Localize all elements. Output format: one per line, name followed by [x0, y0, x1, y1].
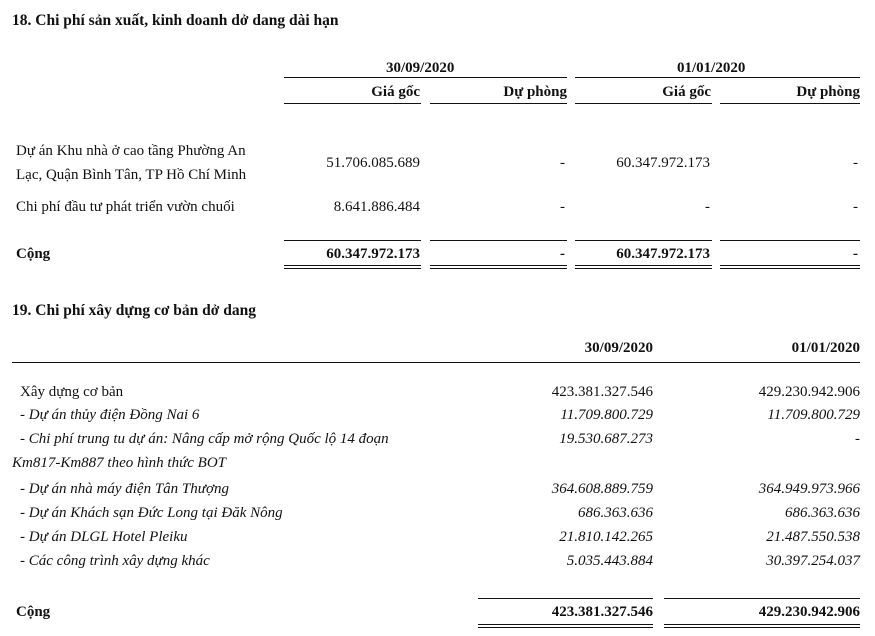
s18-col-prov-b: Dự phòng [796, 84, 860, 100]
s18-total-double-rule-4 [720, 265, 860, 269]
s18-total-a-prov: - [560, 246, 565, 262]
s18-total-label: Cộng [16, 246, 51, 262]
s19-item3-a: 364.608.889.759 [551, 481, 653, 497]
s18-row1-b-cost: 60.347.972.173 [616, 155, 710, 171]
s18-row1-b-prov: - [853, 155, 858, 171]
s19-item4-label: - Dự án Khách sạn Đức Long tại Đăk Nông [20, 505, 283, 521]
s19-item3-b: 364.949.973.966 [758, 481, 860, 497]
s19-item4-b: 686.363.636 [785, 505, 860, 521]
s18-col-rule-3 [575, 103, 712, 104]
s18-col-rule-1 [284, 103, 421, 104]
s19-period-b-header: 01/01/2020 [791, 340, 860, 356]
s18-period-b-rule [575, 77, 860, 78]
s18-row1-label-line1: Dự án Khu nhà ở cao tầng Phường An [16, 143, 246, 159]
s19-item6-b: 30.397.254.037 [766, 553, 860, 569]
s19-item2-b: - [855, 431, 860, 447]
s18-row1-a-prov: - [560, 155, 565, 171]
s18-row2-b-prov: - [853, 199, 858, 215]
s19-item2-a: 19.530.687.273 [559, 431, 653, 447]
section-18-title: 18. Chi phí sản xuất, kinh doanh dở dang dài hạn [12, 12, 339, 29]
s18-row2-b-cost: - [705, 199, 710, 215]
s18-total-top-rule-1 [284, 240, 421, 241]
s19-item2-label-line2: Km817-Km887 theo hình thức BOT [12, 455, 227, 471]
s18-total-a-cost: 60.347.972.173 [326, 246, 420, 262]
s18-period-b-header: 01/01/2020 [677, 60, 746, 76]
s19-item5-a: 21.810.142.265 [559, 529, 653, 545]
s19-item1-a: 11.709.800.729 [560, 407, 653, 423]
s18-period-a-rule [284, 77, 567, 78]
s19-total-top-rule-a [478, 598, 653, 599]
s18-col-rule-4 [720, 103, 860, 104]
s18-col-cost-b: Giá gốc [662, 84, 711, 100]
s19-item6-a: 5.035.443.884 [566, 553, 653, 569]
s19-total-b: 429.230.942.906 [758, 604, 860, 620]
s18-col-prov-a: Dự phòng [503, 84, 567, 100]
s19-item5-b: 21.487.550.538 [766, 529, 860, 545]
s18-total-b-prov: - [853, 246, 858, 262]
s18-row2-a-prov: - [560, 199, 565, 215]
s18-total-top-rule-2 [430, 240, 567, 241]
s19-total-label: Cộng [16, 604, 51, 620]
s19-item6-label: - Các công trình xây dựng khác [20, 553, 210, 569]
s18-total-b-cost: 60.347.972.173 [616, 246, 710, 262]
s18-total-top-rule-4 [720, 240, 860, 241]
s18-row2-label: Chi phí đầu tư phát triển vườn chuối [16, 199, 235, 215]
s18-period-a-header: 30/09/2020 [386, 60, 455, 76]
s19-item4-a: 686.363.636 [578, 505, 653, 521]
s19-period-a-header: 30/09/2020 [584, 340, 653, 356]
s18-total-double-rule-3 [575, 265, 712, 269]
s19-main-b: 429.230.942.906 [758, 384, 860, 400]
s18-row2-a-cost: 8.641.886.484 [333, 199, 420, 215]
s19-item1-label: - Dự án thủy điện Đồng Nai 6 [20, 407, 200, 423]
s18-total-double-rule-2 [430, 265, 567, 269]
s18-col-rule-2 [430, 103, 567, 104]
s19-total-a: 423.381.327.546 [551, 604, 653, 620]
s19-item1-b: 11.709.800.729 [767, 407, 860, 423]
s19-item2-label: - Chi phí trung tu dự án: Nâng cấp mở rộng Quốc lộ 14 đoạn [20, 431, 389, 447]
s19-total-double-rule-b [664, 624, 860, 628]
s19-item5-label: - Dự án DLGL Hotel Pleiku [20, 529, 188, 545]
s18-row1-label-line2: Lạc, Quận Bình Tân, TP Hồ Chí Minh [16, 167, 247, 183]
s18-total-top-rule-3 [575, 240, 712, 241]
s19-total-double-rule-a [478, 624, 653, 628]
s18-col-cost-a: Giá gốc [371, 84, 420, 100]
s19-total-top-rule-b [664, 598, 860, 599]
s19-main-label: Xây dựng cơ bản [20, 384, 124, 400]
s18-total-double-rule-1 [284, 265, 421, 269]
s18-row1-a-cost: 51.706.085.689 [326, 155, 420, 171]
s19-main-a: 423.381.327.546 [551, 384, 653, 400]
section-19-title: 19. Chi phí xây dựng cơ bản dở dang [12, 302, 256, 319]
s19-item3-label: - Dự án nhà máy điện Tân Thượng [20, 481, 229, 497]
s19-header-rule [12, 362, 860, 363]
